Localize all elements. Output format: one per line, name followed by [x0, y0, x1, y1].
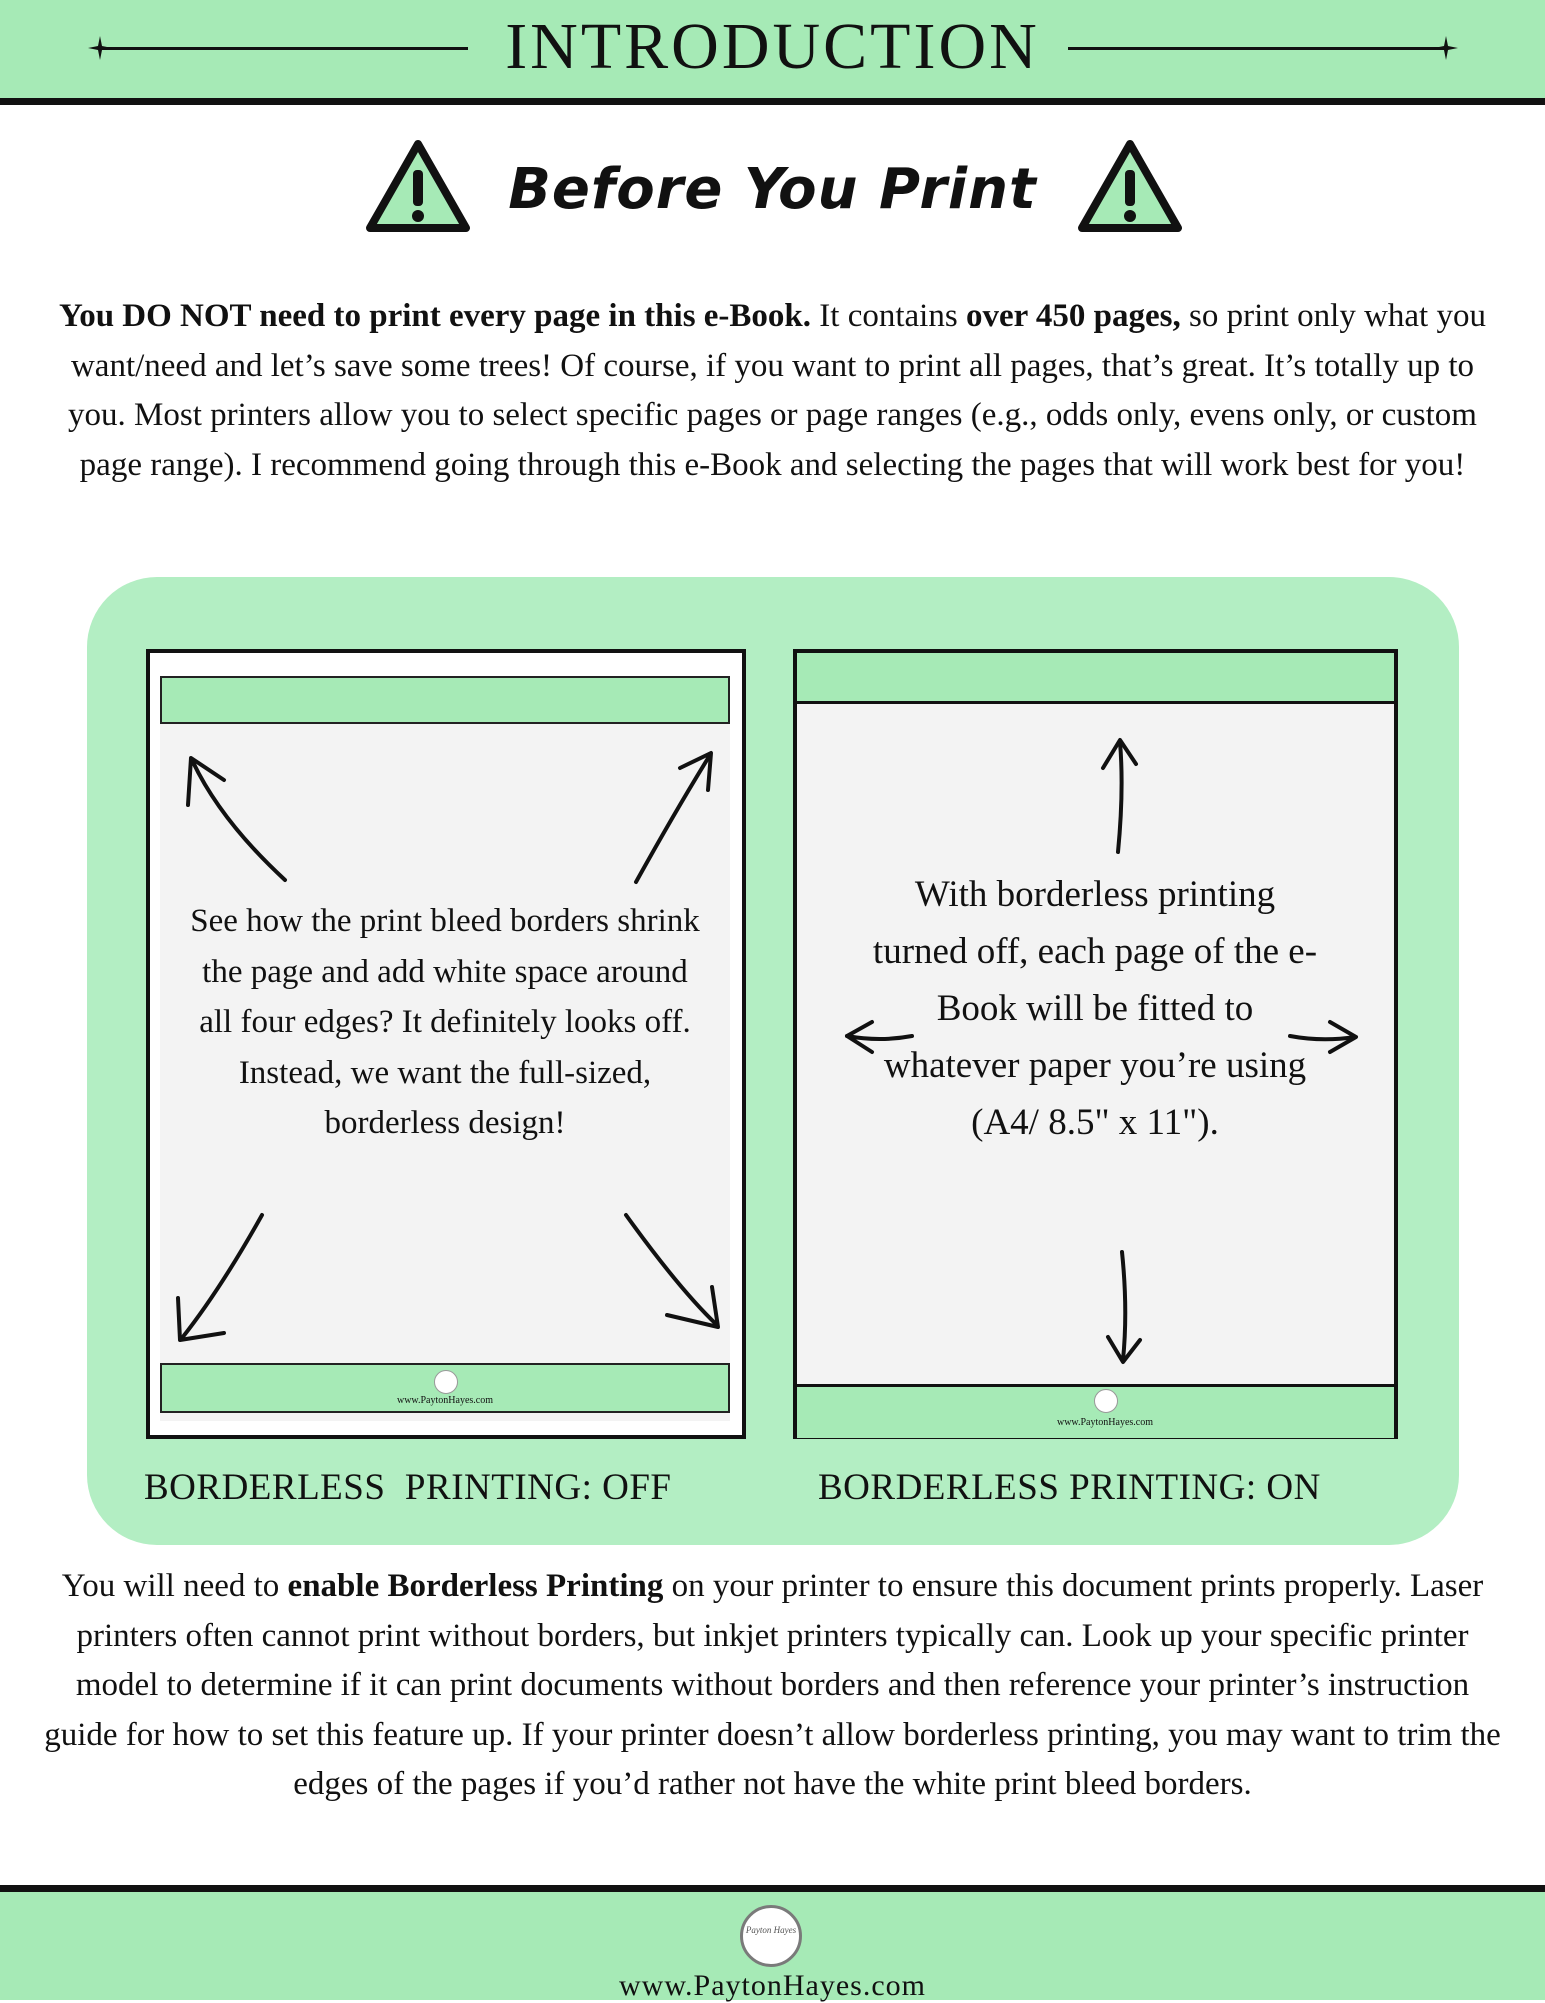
arrow-down-icon — [1108, 1252, 1140, 1362]
arrow-down-left-icon — [178, 1215, 262, 1340]
outro-text: on your printer to ensure this document prints properly. Laser printers often cannot print without borders, but inkjet printers typically can. Look up your specific printer model to determine if it can print documents without borders and then reference your printer’s instruction guide for how to set this feature up. If your printer doesn’t allow borderless printing, you may want to trim the edges of the pages if you’d rather not have the white print bleed borders. — [44, 1568, 1501, 1802]
borderless-instructions-paragraph — [40, 1562, 1505, 1810]
footer-logo-text: Payton Hayes — [745, 1925, 797, 1935]
borderless-off-description: See how the print bleed borders shrink the page and add white space around all four edges? It definitely looks off. Instead, we want the full-sized, borderless design! — [190, 903, 700, 1141]
borderless-on-description: With borderless printing turned off, each page of the e-Book will be fitted to whatever paper you’re using (A4/ 8.5" x 11"). — [872, 874, 1318, 1143]
intro-bold-count: over 450 pages, — [965, 298, 1181, 334]
arrow-up-right-icon — [636, 753, 711, 882]
footer-logo — [740, 1905, 802, 1967]
footer-divider — [0, 1885, 1545, 1892]
arrow-right-icon — [1290, 1022, 1356, 1052]
arrow-left-icon — [847, 1022, 912, 1052]
mini-url: www.PaytonHayes.com — [1056, 1417, 1153, 1428]
mini-url: www.PaytonHayes.com — [396, 1395, 493, 1406]
caption-borderless-off: BORDERLESS PRINTING: OFF — [144, 1467, 672, 1508]
caption-borderless-on: BORDERLESS PRINTING: ON — [818, 1467, 1321, 1508]
arrow-up-icon — [1103, 740, 1136, 852]
intro-text: so print only what you want/need and let’s save some trees! Of course, if you want to print all pages, that’s great. It’s totally up to you. Most printers allow you to select specific pages or page ranges (e.g., odds only, evens only, or custom page range). I recommend going through this e-Book and selecting the pages that will work best for you! — [68, 298, 1486, 483]
footer-url[interactable]: www.PaytonHayes.com — [618, 1969, 926, 2002]
arrow-up-left-icon — [188, 758, 285, 880]
section-heading: Before You Print — [508, 157, 1037, 222]
intro-text: It contains — [811, 298, 966, 334]
intro-bold-lead: You DO NOT need to print every page in this e-Book. — [59, 298, 812, 334]
page-title: INTRODUCTION — [505, 10, 1040, 83]
outro-bold: enable Borderless Printing — [287, 1568, 664, 1604]
arrow-down-right-icon — [626, 1215, 718, 1327]
outro-text: You will need to — [61, 1568, 288, 1604]
